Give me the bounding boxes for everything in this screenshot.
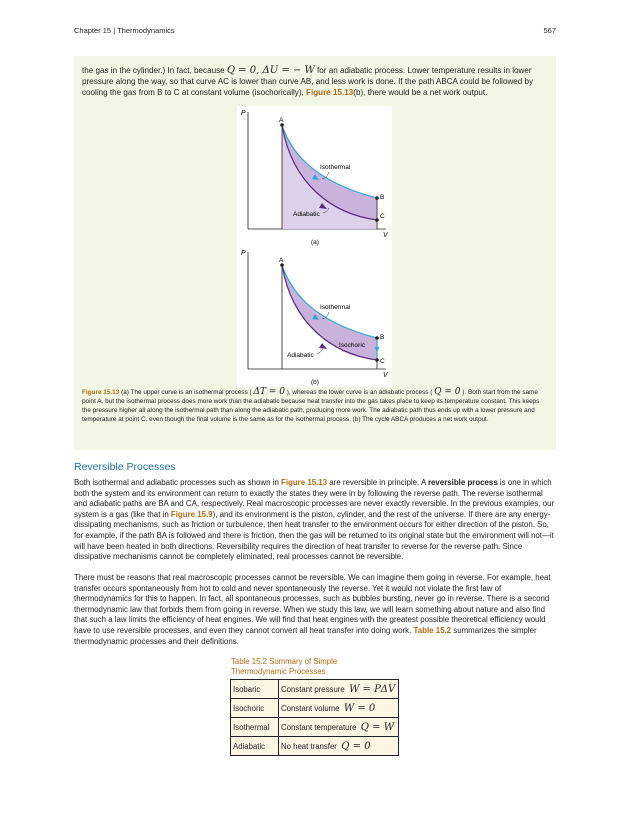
- process-name: Isobaric: [231, 680, 279, 699]
- panel-a-sublabel: (a): [311, 239, 319, 246]
- table-row: [231, 680, 399, 699]
- process-desc: Constant temperature: [281, 722, 357, 732]
- process-desc: Constant volume: [281, 703, 340, 713]
- figure-15-13-link-2[interactable]: Figure 15.13: [281, 478, 328, 487]
- process-equation: Q = W: [360, 721, 394, 733]
- p1-text-c: is one in which both the system and its environment can return to exactly the states they were in by following the reverse path. The reverse isothermal and adiabatic paths are BA and CA, respectively. Real macroscopic processes are never exactly reversible. In the previous examples, our system is a gas (like that in: [74, 478, 555, 519]
- isochoric-label-b: Isochoric: [339, 342, 366, 349]
- caption-text-3: ). Both start from the same point A, but the isothermal process does more work than the adiabatic because heat transfer into the gas takes place to keep its temperature constant. This keeps the pressure higher all along the isothermal path than along the adiabatic path, producing more work. The adiabatic path thus ends up with a lower pressure and temperature at point C, even though the final volume is the same as for the isothermal process. (b) The cycle ABCA produces a net work output.: [82, 389, 540, 423]
- p1-text-b: are reversible in principle. A: [327, 478, 428, 487]
- caption-math-1: ΔT = 0: [253, 387, 285, 397]
- process-equation: Q = 0: [341, 740, 371, 752]
- table-15-2-link[interactable]: Table 15.2: [413, 625, 452, 635]
- point-b-label-b: B: [380, 334, 385, 341]
- process-equation: W = PΔV: [349, 683, 396, 695]
- process-equation: W = 0: [343, 702, 376, 714]
- process-definition: [279, 680, 399, 699]
- panel-b: [241, 250, 389, 386]
- point-a-label-b: A: [279, 257, 284, 264]
- point-c-label-b: C: [380, 358, 385, 365]
- p1-text-a: Both isothermal and adiabatic processes such as shown in: [74, 478, 282, 487]
- point-b-dot: [375, 196, 379, 200]
- intro-math: Q = 0, ΔU = − W: [226, 65, 315, 76]
- adiabatic-label-b: Adiabatic: [287, 352, 314, 359]
- figure-15-9-link[interactable]: Figure 15.9: [170, 509, 213, 519]
- paragraph-2: [74, 573, 556, 647]
- intro-text-b: for an adiabatic process. Lower temperature results in lower pressure along the way, so that curve AC is lower than curve AB, and less work is done. If the path ABCA could be followed by cooling the gas from B to C at constant volume (isochorically),: [82, 66, 534, 98]
- point-c-dot-b: [375, 358, 379, 362]
- caption-text-1: (a) The upper curve is an isothermal process (: [119, 389, 254, 396]
- caption-math-2: Q = 0: [434, 387, 461, 397]
- paragraph-1: [74, 478, 556, 563]
- point-a-label: A: [279, 117, 284, 124]
- p1-text-d: ), and its environment is the piston, cylinder, and the rest of the universe. If there are any energy-dissipating mechanisms, such as friction or turbulence, then heat transfer to the environment occurs for either direction of the piston. So, for example, if the path BA is followed and there is friction, then the gas will be returned to its original state but the environment will not—it will have been heated in both directions. Reversibility requires the direction of heat transfer to reverse for the reverse path. Since dissipative mechanisms cannot be completely eliminated, real processes cannot be reversible.: [74, 509, 554, 562]
- v-axis-label-a: V: [383, 232, 388, 239]
- table-row: [231, 718, 399, 737]
- p-axis-label-b: P: [241, 250, 246, 257]
- caption-label: Figure 15.13: [82, 389, 120, 396]
- point-b-dot-b: [375, 336, 379, 340]
- table-row: [231, 699, 399, 718]
- p2-text-b: summarizes the simpler thermodynamic processes and their definitions.: [74, 625, 537, 646]
- summary-table: [230, 679, 399, 756]
- process-definition: [279, 718, 399, 737]
- adiabatic-label-a: Adiabatic: [293, 211, 320, 218]
- point-c-label: C: [380, 213, 385, 220]
- intro-text-c: (b), there would be a net work output.: [353, 88, 488, 98]
- process-name: Adiabatic: [231, 737, 279, 756]
- process-definition: [279, 699, 399, 718]
- p2-text-a: There must be reasons that real macroscopic processes cannot be reversible. We can imagine them going in reverse. For example, heat transfer occurs spontaneously from hot to cold and never spontaneously the reverse. Yet it would not violate the first law of thermodynamics for this to happen. In fact, all spontaneous processes, such as bubbles bursting, never go in reverse. There is a second thermodynamic law that forbids them from going in reverse. When we study this law, we will learn something about nature and also find that such a law limits the efficiency of heat engines. We will find that heat engines with the greatest possible theoretical efficiency would have to use reversible processes, and even they cannot convert all heat transfer into doing work.: [74, 573, 551, 635]
- chapter-title: Chapter 15 | Thermodynamics: [74, 26, 175, 35]
- figure-15-13-svg: [237, 106, 392, 387]
- point-c-dot: [375, 218, 379, 222]
- adiabatic-leader-b: [317, 349, 323, 354]
- isothermal-label-a: Isothermal: [320, 164, 351, 171]
- point-b-label: B: [380, 194, 385, 201]
- box-intro-text: [82, 65, 548, 99]
- process-name: Isochoric: [231, 699, 279, 718]
- caption-text-2: ), whereas the lower curve is an adiabatic process (: [284, 389, 435, 396]
- adiabatic-arrow-b: [319, 343, 327, 349]
- section-title: Reversible Processes: [74, 461, 176, 473]
- page-header: [74, 26, 556, 35]
- v-axis-label-b: V: [383, 372, 388, 379]
- process-definition: [279, 737, 399, 756]
- panel-a: [241, 110, 389, 246]
- table-row: [231, 737, 399, 756]
- isothermal-label-b: Isothermal: [320, 304, 351, 311]
- process-name: Isothermal: [231, 718, 279, 737]
- figure-caption: [82, 388, 548, 425]
- figure-15-13-link[interactable]: Figure 15.13: [306, 88, 354, 98]
- process-desc: No heat transfer: [281, 741, 337, 751]
- intro-text-a: the gas in the cylinder.) In fact, because: [82, 66, 227, 75]
- reversible-process-term: reversible process: [427, 478, 498, 487]
- page-number: 567: [543, 26, 556, 35]
- figure-15-13: [237, 106, 392, 387]
- table-caption: Table 15.2 Summary of Simple Thermodynamic Processes: [231, 657, 338, 676]
- panel-b-sublabel: (b): [311, 379, 319, 386]
- p-axis-label-a: P: [241, 110, 246, 117]
- process-desc: Constant pressure: [281, 684, 345, 694]
